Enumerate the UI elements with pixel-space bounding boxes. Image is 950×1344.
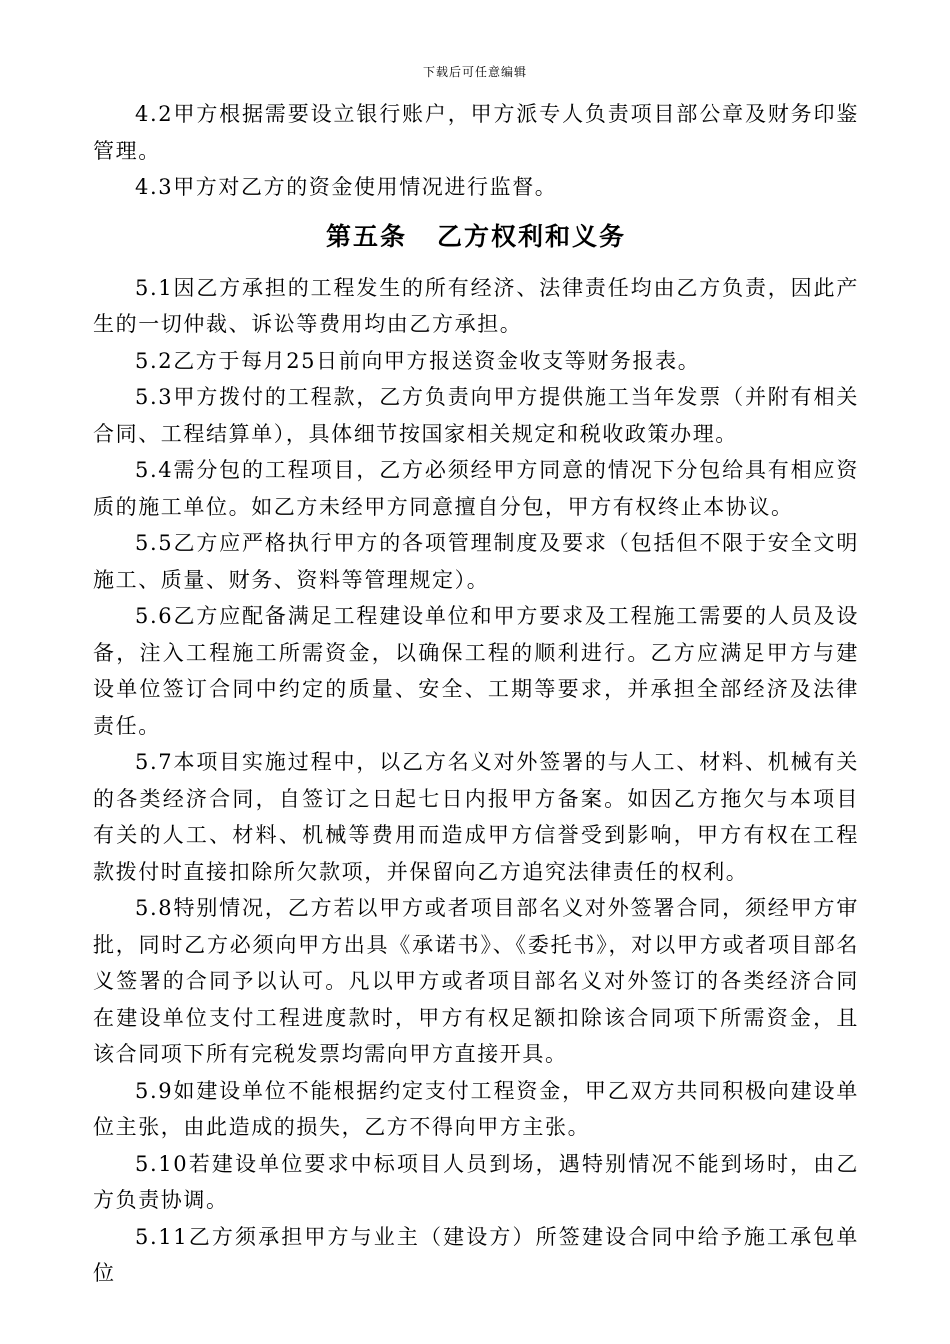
section-5-heading [93, 210, 859, 264]
clause-5-5: 5.5乙方应严格执行甲方的各项管理制度及要求（包括但不限于安全文明施工、质量、财务、资料等管理规定）。 [93, 531, 859, 592]
section-5-number: 第五条 [325, 221, 407, 251]
clause-5-3: 5.3甲方拨付的工程款，乙方负责向甲方提供施工当年发票（并附有相关合同、工程结算单），具体细节按国家相关规定和税收政策办理。 [93, 385, 859, 446]
clause-5-4: 5.4需分包的工程项目，乙方必须经甲方同意的情况下分包给具有相应资质的施工单位。如乙方未经甲方同意擅自分包，甲方有权终止本协议。 [93, 458, 859, 519]
clause-4-2: 4.2甲方根据需要设立银行账户，甲方派专人负责项目部公章及财务印鉴管理。 [93, 102, 859, 163]
clause-5-2: 5.2乙方于每月25日前向甲方报送资金收支等财务报表。 [135, 348, 701, 373]
clause-5-9: 5.9如建设单位不能根据约定支付工程资金，甲乙双方共同积极向建设单位主张，由此造成的损失，乙方不得向甲方主张。 [93, 1078, 859, 1139]
header-note: 下载后可任意编辑 [422, 65, 527, 79]
clause-5-7: 5.7本项目实施过程中，以乙方名义对外签署的与人工、材料、机械有关的各类经济合同，自签订之日起七日内报甲方备案。如因乙方拖欠与本项目有关的人工、材料、机械等费用而造成甲方信誉受到影响，甲方有权在工程款拨付时直接扣除所欠款项，并保留向乙方追究法律责任的权利。 [93, 750, 859, 884]
document-body [93, 96, 859, 1292]
clause-5-10: 5.10若建设单位要求中标项目人员到场，遇特别情况不能到场时，由乙方负责协调。 [93, 1151, 859, 1212]
clause-5-11: 5.11乙方须承担甲方与业主（建设方）所签建设合同中给予施工承包单位 [93, 1224, 859, 1285]
clause-5-8: 5.8特别情况，乙方若以甲方或者项目部名义对外签署合同，须经甲方审批，同时乙方必须向甲方出具《承诺书》、《委托书》，对以甲方或者项目部名义签署的合同予以认可。凡以甲方或者项目部名义对外签订的各类经济合同在建设单位支付工程进度款时，甲方有权足额扣除该合同项下所需资金，且该合同项下所有完税发票均需向甲方直接开具。 [93, 896, 859, 1066]
clause-5-6: 5.6乙方应配备满足工程建设单位和甲方要求及工程施工需要的人员及设备，注入工程施工所需资金，以确保工程的顺利进行。乙方应满足甲方与建设单位签订合同中约定的质量、安全、工期等要求，并承担全部经济及法律责任。 [93, 604, 859, 738]
clause-5-1: 5.1因乙方承担的工程发生的所有经济、法律责任均由乙方负责，因此产生的一切仲裁、诉讼等费用均由乙方承担。 [93, 275, 859, 336]
clause-4-3: 4.3甲方对乙方的资金使用情况进行监督。 [135, 175, 558, 199]
section-5-title: 乙方权利和义务 [437, 221, 627, 251]
